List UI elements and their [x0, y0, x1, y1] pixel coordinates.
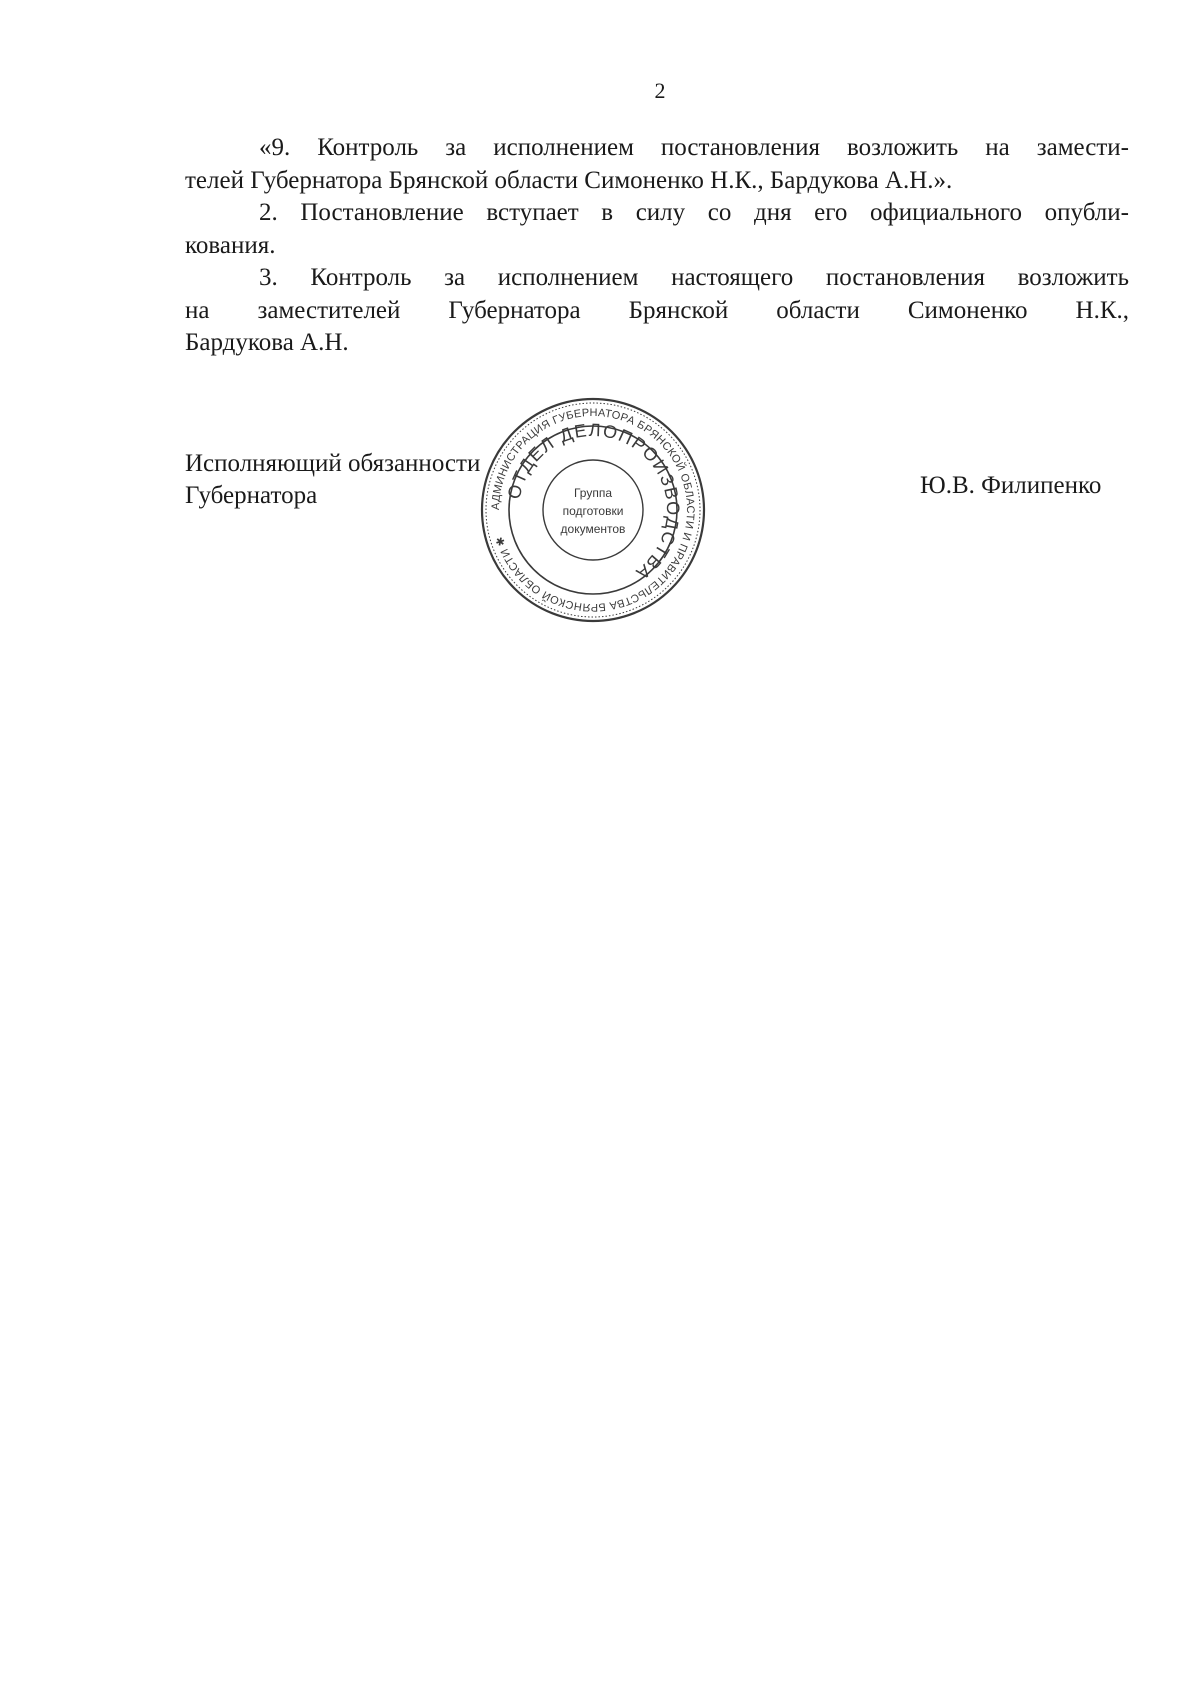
- document-body: [185, 132, 1129, 360]
- official-stamp: [478, 395, 708, 625]
- signatory-position-line2: Губернатора: [185, 482, 318, 509]
- stamp-center-line1: Группа: [573, 486, 613, 500]
- stamp-center-line3: документов: [560, 522, 626, 536]
- paragraph-line: «9. Контроль за исполнением постановления возложить на замести-: [259, 134, 1129, 161]
- stamp-outer-text: АДМИНИСТРАЦИЯ ГУБЕРНАТОРА БРЯНСКОЙ ОБЛАСТИ И ПРАВИТЕЛЬСТВА БРЯНСКОЙ ОБЛАСТИ ✱: [489, 406, 697, 614]
- paragraph-line: телей Губернатора Брянской области Симоненко Н.К., Бардукова А.Н.».: [185, 166, 953, 194]
- paragraph-line: 3. Контроль за исполнением настоящего постановления возложить: [259, 264, 1129, 291]
- paragraph-line: кования.: [185, 231, 276, 259]
- paragraph-line: 2. Постановление вступает в силу со дня его официального опубли-: [259, 199, 1129, 226]
- paragraph-item-9: [185, 132, 1129, 197]
- stamp-center-line2: подготовки: [562, 504, 624, 518]
- paragraph-item-3: [185, 262, 1129, 360]
- signatory-name: Ю.В. Филипенко: [920, 472, 1102, 499]
- signatory-position: [185, 448, 480, 512]
- paragraph-line: на заместителей Губернатора Брянской области Симоненко Н.К.,: [185, 296, 1129, 324]
- page-number: 2: [654, 78, 666, 103]
- stamp-seal-graphic: [478, 395, 708, 625]
- signatory-position-line1: Исполняющий обязанности: [185, 450, 481, 477]
- paragraph-line: Бардукова А.Н.: [185, 329, 349, 356]
- paragraph-item-2: [185, 197, 1129, 262]
- stamp-middle-text: ОТДЕЛ ДЕЛОПРОИЗВОДСТВА: [503, 419, 684, 585]
